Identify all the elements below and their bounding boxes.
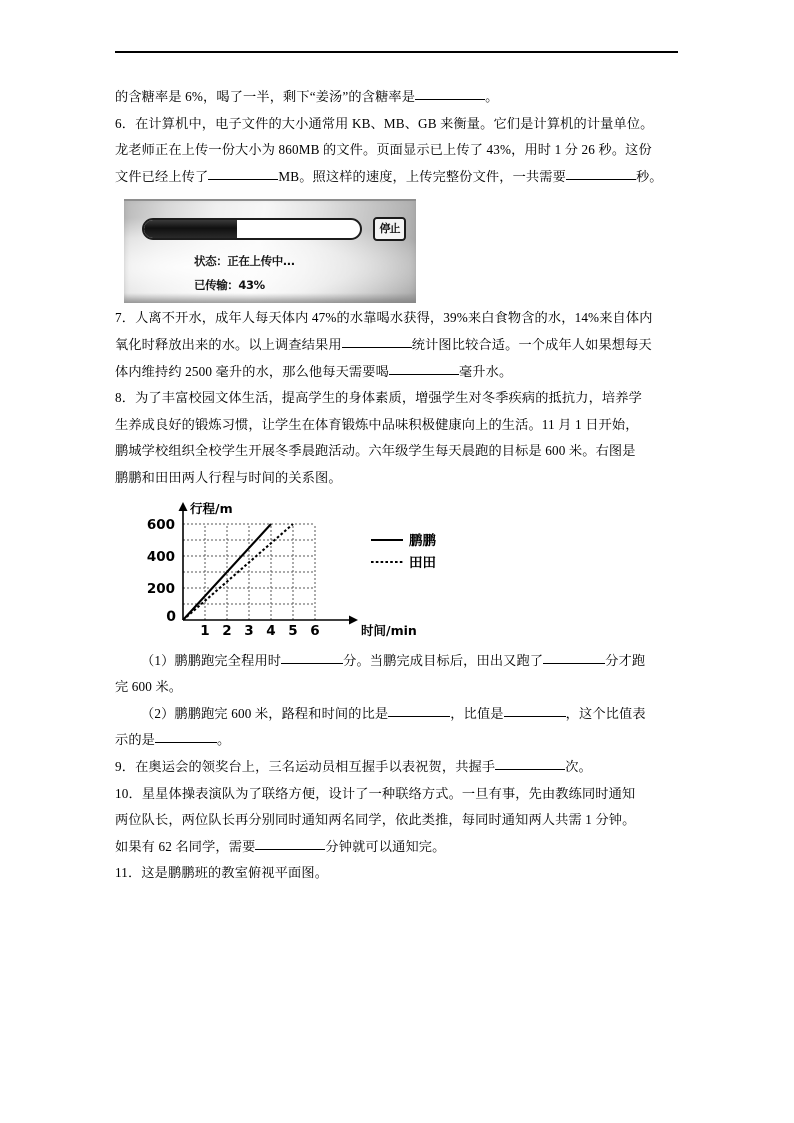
- svg-text:3: 3: [244, 622, 254, 639]
- q8-sub1-text-d: 完 600 米。: [115, 679, 183, 695]
- q7-line-1-text: 人离不开水，成年人每天体内 47%的水靠喝水获得，39%来白食物含的水，14%来自体内: [135, 310, 653, 326]
- q8-line-2-text: 生养成良好的锻炼习惯，让学生在体育锻炼中品味积极健康向上的生活。11 月 1 日开始，: [115, 416, 639, 432]
- q9-number: 9．: [115, 758, 136, 774]
- svg-text:行程/m: 行程/m: [190, 500, 233, 516]
- answer-blank[interactable]: [415, 99, 485, 100]
- question-9-line-1: [115, 754, 679, 781]
- q6-number: 6．: [115, 115, 136, 131]
- svg-text:时间/min: 时间/min: [361, 622, 417, 638]
- q6-line-2-text: 龙老师正在上传一份大小为 860MB 的文件。页面显示已上传了 43%，用时 1 分 26 秒。这份: [115, 142, 652, 158]
- question-7-line-3: [115, 359, 679, 386]
- svg-text:600: 600: [146, 516, 175, 533]
- q10-line-3-text-a: 如果有 62 名同学，需要: [115, 838, 256, 854]
- question-8-line-1: [115, 385, 679, 412]
- distance-time-chart: [137, 496, 467, 648]
- q5-text-pre: 的含糖率是 6%，喝了一半，剩下“姜汤”的含糖率是: [115, 89, 416, 104]
- q8-line-4-text: 鹏鹏和田田两人行程与时间的关系图。: [115, 469, 342, 485]
- answer-blank[interactable]: [566, 179, 636, 180]
- question-8-line-3: [115, 438, 679, 465]
- question-10-line-3: [115, 834, 679, 861]
- upload-progress-fill: [144, 220, 237, 238]
- question-8-sub-1-cont: [115, 674, 679, 701]
- svg-text:鹏鹏: 鹏鹏: [409, 532, 436, 549]
- q8-sub1-text-a: （1）鹏鹏跑完全程用时: [141, 652, 282, 668]
- q9-line-1-text-a: 在奥运会的领奖台上，三名运动员相互握手以表祝贺，共握手: [135, 758, 496, 774]
- answer-blank[interactable]: [389, 374, 459, 375]
- q8-sub1-text-c: 分才跑: [605, 652, 646, 668]
- q8-line-1-text: 为了丰富校园文体生活，提高学生的身体素质，增强学生对冬季疾病的抵抗力，培养学: [135, 390, 642, 406]
- q10-line-1-text: 星星体操表演队为了联络方便，设计了一种联络方式。一旦有事，先由教练同时通知: [141, 785, 636, 801]
- upload-progress-screenshot: [124, 199, 416, 303]
- answer-blank[interactable]: [504, 716, 566, 717]
- q6-line-3-text-b: MB。照这样的速度，上传完整份文件，一共需要: [278, 168, 566, 184]
- answer-blank[interactable]: [281, 663, 343, 664]
- question-8-line-4: [115, 465, 679, 492]
- svg-text:0: 0: [166, 608, 176, 625]
- question-7-line-2: [115, 332, 679, 359]
- q8-sub2-text-b: ，比值是: [450, 705, 504, 721]
- q10-number: 10．: [115, 785, 142, 801]
- upload-progress-bar: [142, 218, 362, 240]
- q6-line-3-text-c: 秒。: [635, 168, 663, 184]
- question-8-line-2: [115, 412, 679, 439]
- question-6-line-2: [115, 137, 679, 164]
- q7-line-3-text-a: 体内维持约 2500 毫升的水，那么他每天需要喝: [115, 363, 389, 379]
- question-6-line-3: [115, 164, 679, 191]
- q7-number: 7．: [115, 310, 136, 326]
- q8-sub1-text-b: 分。当鹏完成目标后，田出又跑了: [343, 652, 544, 668]
- svg-text:200: 200: [146, 580, 175, 597]
- svg-text:田田: 田田: [409, 554, 436, 571]
- chart-gridlines: [183, 524, 315, 620]
- answer-blank[interactable]: [255, 849, 325, 850]
- answer-blank[interactable]: [495, 769, 565, 770]
- q11-line-1-text: 这是鹏鹏班的教室俯视平面图。: [141, 865, 329, 881]
- q7-line-2-text-a: 氧化时释放出来的水。以上调查结果用: [115, 336, 342, 352]
- q8-number: 8．: [115, 390, 136, 406]
- q10-line-3-text-b: 分钟就可以通知完。: [325, 838, 446, 854]
- question-10-line-2: [115, 807, 679, 834]
- q10-line-2-text: 两位队长，两位队长再分别同时通知两名同学，依此类推，每同时通知两人共需 1 分钟。: [115, 812, 636, 828]
- q8-sub2-text-a: （2）鹏鹏跑完 600 米，路程和时间的比是: [141, 705, 389, 721]
- answer-blank[interactable]: [342, 347, 412, 348]
- chart-tick-labels: [147, 501, 417, 639]
- svg-text:2: 2: [222, 622, 232, 639]
- q8-line-3-text: 鹏城学校组织全校学生开展冬季晨跑活动。六年级学生每天晨跑的目标是 600 米。右图是: [115, 443, 636, 459]
- worksheet-content: [115, 84, 679, 887]
- svg-text:5: 5: [288, 622, 298, 639]
- q8-sub2-text-c: ，这个比值表: [565, 705, 646, 721]
- question-7-line-1: [115, 305, 679, 332]
- q8-sub2-text-e: 。: [217, 732, 231, 748]
- q6-line-3-text-a: 文件已经上传了: [115, 168, 209, 184]
- question-8-sub-2-cont: [115, 727, 679, 754]
- question-6-line-1: [115, 111, 679, 138]
- chart-legend: [371, 532, 436, 571]
- svg-text:400: 400: [146, 548, 175, 565]
- q7-line-3-text-b: 毫升水。: [458, 363, 513, 379]
- question-10-line-1: [115, 781, 679, 808]
- answer-blank[interactable]: [208, 179, 278, 180]
- q9-line-1-text-b: 次。: [565, 758, 592, 774]
- upload-status-text: 状态：正在上传中...: [194, 254, 295, 269]
- question-8-sub-2: [115, 701, 679, 728]
- upload-transferred-text: 已传输：43%: [194, 278, 265, 293]
- answer-blank[interactable]: [155, 742, 217, 743]
- upload-dialog-photo: [124, 199, 416, 303]
- header-divider-rule: [115, 51, 678, 53]
- question-8-sub-1: [115, 648, 679, 675]
- question-11-line-1: [115, 860, 679, 887]
- q11-number: 11．: [115, 865, 142, 881]
- svg-text:6: 6: [310, 622, 320, 639]
- q5-text-post: 。: [485, 89, 499, 104]
- distance-time-chart-svg: [137, 496, 467, 648]
- stop-button[interactable]: 停止: [373, 217, 406, 241]
- question-5-tail: [115, 84, 679, 111]
- answer-blank[interactable]: [543, 663, 605, 664]
- answer-blank[interactable]: [388, 716, 450, 717]
- q6-line-1-text: 在计算机中，电子文件的大小通常用 KB、MB、GB 来衡量。它们是计算机的计量单位。: [135, 115, 654, 131]
- q8-sub2-text-d: 示的是: [115, 732, 156, 748]
- svg-text:1: 1: [200, 622, 210, 639]
- q7-line-2-text-b: 统计图比较合适。一个成年人如果想每天: [411, 336, 652, 352]
- svg-text:4: 4: [266, 622, 276, 639]
